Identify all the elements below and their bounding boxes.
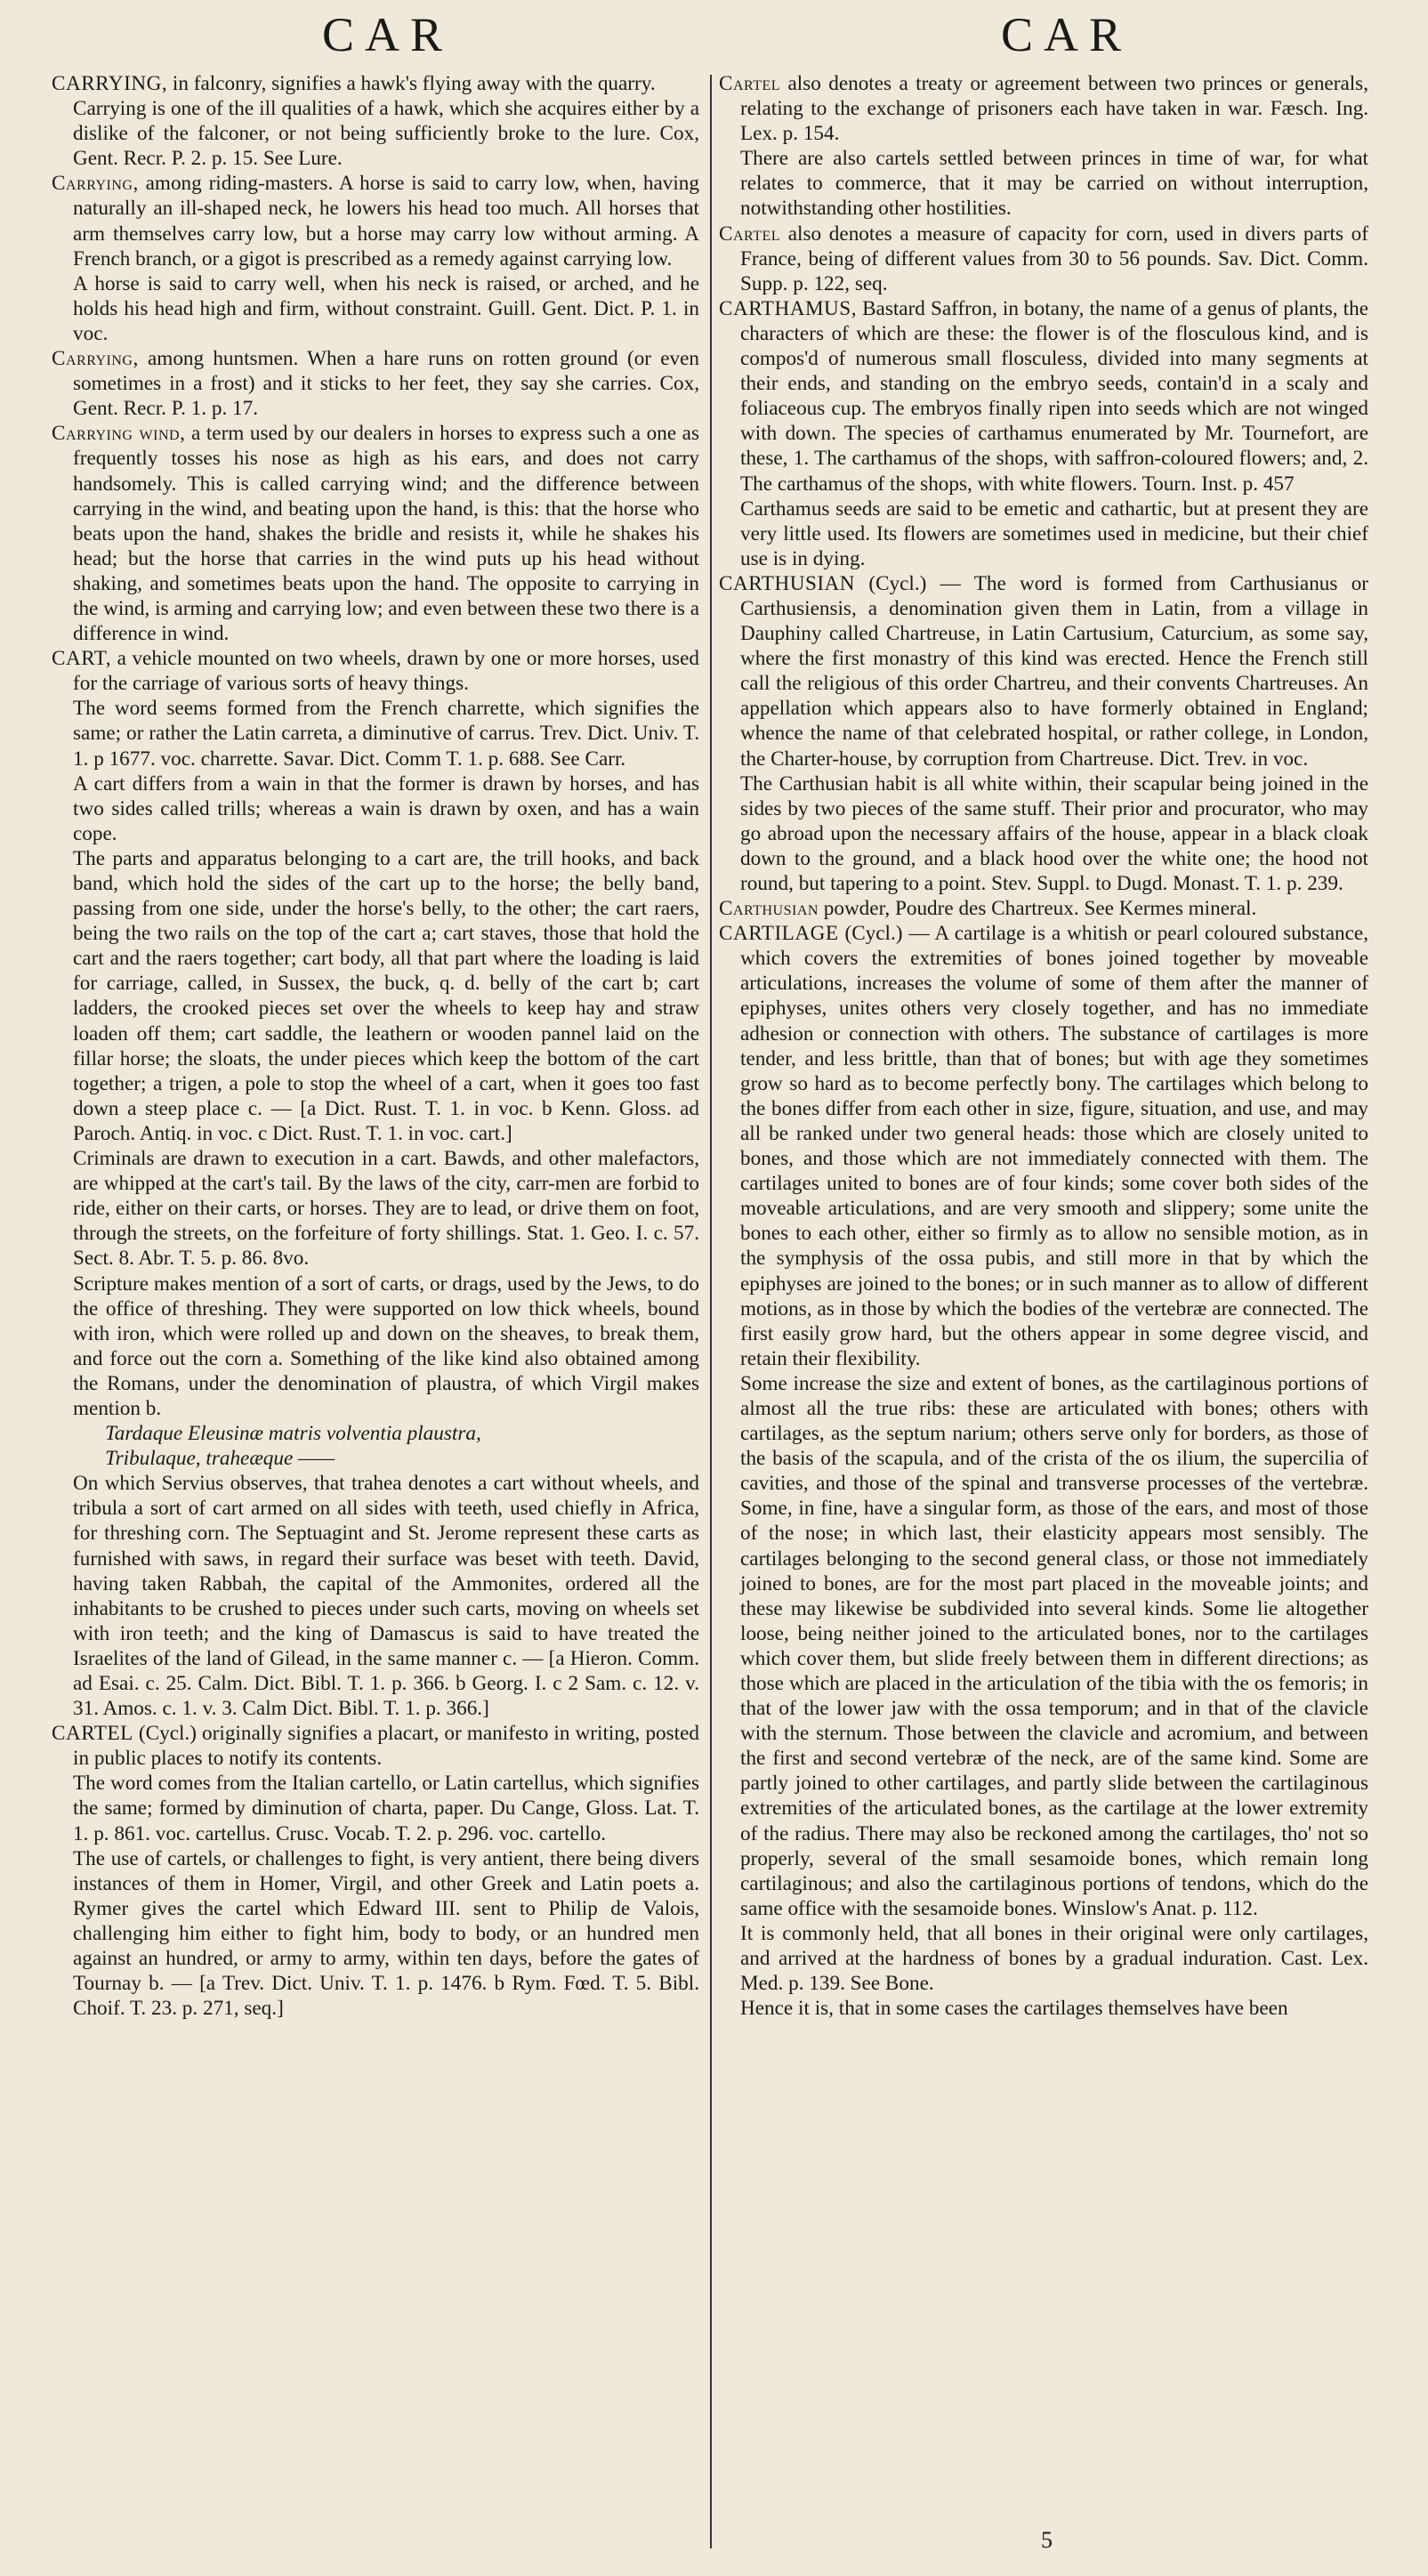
entry-headword: CARTHUSIAN — [719, 571, 856, 595]
entry-headword: CARTEL — [52, 1722, 133, 1746]
entry-text: The use of cartels, or challenges to fight, is very antient, there being divers instances of them in Homer, Virgil, and other Greek and Latin poets a. Rymer gives the cartel which Edward III. sent to Philip de Valois, challenging him either to fight him, body to body, or an hundred men against an hundred, or army to army, within ten days, before the gates of Tournay b. — [a Trev. Dict. Univ. T. 1. p. 1476. b Rym. Fœd. T. 5. Bibl. Choif. T. 23. p. 271, seq.] — [73, 1846, 699, 2021]
entry-first-paragraph — [719, 896, 1368, 921]
entry-text: powder, Poudre des Chartreux. See Kermes mineral. — [823, 897, 1257, 921]
entry-text: A cart differs from a wain in that the former is drawn by horses, and has two sides called trills; whereas a wain is drawn by oxen, and has a wain cope. — [73, 771, 699, 845]
left-column — [52, 71, 699, 2545]
entry-paragraph — [52, 1272, 699, 1422]
dictionary-entry — [52, 421, 699, 646]
dictionary-entry — [719, 296, 1368, 571]
entry-headword: Carrying, — [52, 172, 139, 196]
dictionary-entry — [52, 1721, 699, 2021]
entry-headword: Carthusian — [719, 897, 819, 921]
entry-first-paragraph — [719, 921, 1368, 1371]
entry-headword: CARTILAGE — [719, 922, 839, 946]
entry-text: Hence it is, that in some cases the cartilages themselves have been — [740, 1997, 1288, 2021]
entry-paragraph — [719, 1371, 1368, 1921]
dictionary-entry — [719, 921, 1368, 2021]
entry-paragraph — [52, 1771, 699, 1845]
entry-first-paragraph — [719, 222, 1368, 296]
column-divider — [710, 75, 712, 2548]
entry-paragraph — [52, 846, 699, 1146]
verse-line: Tribulaque, traheæque —— — [105, 1447, 335, 1471]
entry-paragraph — [52, 696, 699, 771]
entry-paragraph — [719, 771, 1368, 896]
entry-text: The word seems formed from the French charrette, which signifies the same; or rather the Latin carreta, a diminutive of carrus. Trev. Dict. Univ. T. 1. p 1677. voc. charrette. Savar. Dict. Comm T. 1. p. 688. See Carr. — [73, 697, 699, 771]
dictionary-entry — [52, 71, 699, 171]
entry-text: Carthamus seeds are said to be emetic and cathartic, but at present they are very little used. Its flowers are sometimes used in medicine, but their chief use is in dying. — [740, 497, 1368, 570]
dictionary-entry — [719, 571, 1368, 896]
entry-paragraph — [52, 271, 699, 346]
entry-text: Criminals are drawn to execution in a cart. Bawds, and other malefactors, are whipped at the cart's tail. By the laws of the city, carr-men are forbid to ride, either on their carts, or horses. They are to lead, or drive them on foot, through the streets, on the forfeiture of forty shillings. Stat. 1. Geo. I. c. 57. Sect. 8. Abr. T. 5. p. 86. 8vo. — [73, 1147, 699, 1271]
entry-headword: Cartel — [719, 72, 781, 95]
entry-text: Scripture makes mention of a sort of carts, or drags, used by the Jews, to do the office of threshing. They were supported on low thick wheels, bound with iron, which were rolled up and down on the sheaves, to break them, and force out the corn a. Something of the like kind also obtained among the Romans, under the denomination of plaustra, of which Virgil makes mention b. — [73, 1272, 699, 1420]
entry-text: (Cycl.) — A cartilage is a whitish or pearl coloured substance, which covers the extremities of bones joined together by moveable articulations, increases the volume of some of them after the manner of epiphyses, unites others very closely together, and has no immediate adhesion or connection with others. The substance of cartilages is more tender, and less brittle, than that of bones; but with age they sometimes grow so hard as to become perfectly bony. The cartilages which belong to the bones differ from each other in size, figure, situation, and use, and may all be ranked under two general heads: those which are closely united to bones, and those which are not immediately connected with them. The cartilages united to bones are of four kinds; some cover both sides of the moveable articulations, and are very smooth and slippery; some unite the bones to each other, either so firmly as to allow no sensible motion, as in the symphysis of the ossa pubis, and still more in that by which the epiphyses are joined to the bones; or in such manner as to allow of different motions, as in those by which the bodies of the vertebræ are connected. The first easily grow hard, but the others appear in some degree viscid, and retain their flexibility. — [740, 922, 1368, 1370]
entry-first-paragraph — [52, 646, 699, 696]
entry-paragraph — [52, 1146, 699, 1271]
entry-text: The Carthusian habit is all white within, their scapular being joined in the sides by two pieces of the same stuff. Their prior and procurator, who may go abroad upon the necessary affairs of the house, appear in a black cloak down to the ground, and a black hood over the white one; the hood not round, but tapering to a point. Stev. Suppl. to Dugd. Monast. T. 1. p. 239. — [740, 771, 1368, 895]
entry-headword: Carrying, — [52, 347, 139, 371]
entry-text: It is commonly held, that all bones in their original were only cartilages, and arrived at the hardness of bones by a gradual induration. Cast. Lex. Med. p. 139. See Bone. — [740, 1921, 1368, 1996]
entry-text: a vehicle mounted on two wheels, drawn by one or more horses, used for the carriage of various sorts of heavy things. — [73, 647, 699, 696]
entry-text: (Cycl.) — The word is formed from Carthusianus or Carthusiensis, a denomination given them in Latin, from a village in Dauphiny called Chartreuse, in Latin Cartusium, Caturcium, as some say, where the first monastry of this kind was erected. Hence the French still call the religious of this order Chartreu, and their convents Chartreuses. An appellation which appears also to have formerly obtained in England; whence the name of that celebrated hospital, or rather college, in London, the Charter-house, by corruption from Chartreuse. Dict. Trev. in voc. — [740, 571, 1368, 771]
entry-text: among huntsmen. When a hare runs on rotten ground (or even sometimes in a frost) and it sticks to her feet, they say she carries. Cox, Gent. Recr. P. 1. p. 17. — [73, 347, 699, 421]
dictionary-entry — [719, 222, 1368, 296]
entry-text: (Cycl.) originally signifies a placart, or manifesto in writing, posted in public places to notify its contents. — [73, 1722, 699, 1771]
entry-first-paragraph — [719, 296, 1368, 497]
entry-paragraph — [52, 1471, 699, 1721]
entry-text: also denotes a measure of capacity for corn, used in divers parts of France, being of different values from 30 to 56 pounds. Sav. Dict. Comm. Supp. p. 122, seq. — [740, 222, 1368, 295]
entry-headword: Cartel — [719, 222, 781, 246]
entry-paragraph — [719, 1996, 1368, 2021]
entry-paragraph — [719, 146, 1368, 221]
entry-text: On which Servius observes, that trahea denotes a cart without wheels, and tribula a sort of cart armed on all sides with teeth, used chiefly in Africa, for threshing corn. The Septuagint and St. Jerome represent these carts as furnished with saws, in regard their surface was beset with teeth. David, having taken Rabbah, the capital of the Ammonites, ordered all the inhabitants to be crushed to pieces under such carts, moving on wheels set with iron teeth; and the king of Damascus is said to have treated the Israelites of the land of Gilead, in the same manner c. — [a Hieron. Comm. ad Esai. c. 25. Calm. Dict. Bibl. T. 1. p. 366. b Georg. I. c 2 Sam. c. 12. v. 31. Amos. c. 1. v. 3. Calm Dict. Bibl. T. 1. p. 366.] — [73, 1472, 699, 1721]
entry-paragraph — [719, 497, 1368, 571]
entry-paragraph — [52, 771, 699, 846]
entry-text: Bastard Saffron, in botany, the name of a genus of plants, the characters of which are these: the flower is of the flosculous kind, and is compos'd of numerous small flosculess, divided into many segments at their ends, and standing on the embryo seeds, contain'd in a scaly and foliaceous cup. The embryos finally ripen into seeds which are not winged with down. The species of carthamus enumerated by Mr. Tournefort, are these, 1. The carthamus of the shops, with saffron-coloured flowers; and, 2. The carthamus of the shops, with white flowers. Tourn. Inst. p. 457 — [740, 296, 1368, 496]
entry-first-paragraph — [719, 571, 1368, 771]
entry-text: The parts and apparatus belonging to a cart are, the trill hooks, and back band, which hold the sides of the cart up to the horse; the belly band, passing from one side, under the horse's belly, to the other; the cart raers, being the two rails on the top of the cart a; cart staves, those that hold the cart and the raers together; cart body, all that part where the loading is laid for carriage, called, in Sussex, the buck, q. d. belly of the cart b; cart ladders, the crooked pieces set over the wheels to keep hay and straw loaden off them; cart saddle, the leathern or wooden pannel laid on the fillar horse; the sloats, the under pieces which keep the bottom of the cart together; a trigen, a pole to stop the wheel of a cart, when it goes too fast down a steep place c. — [a Dict. Rust. T. 1. in voc. b Kenn. Gloss. ad Paroch. Antiq. in voc. c Dict. Rust. T. 1. in voc. cart.] — [73, 846, 699, 1145]
entry-text: The word comes from the Italian cartello, or Latin cartellus, which signifies the same; formed by diminution of charta, paper. Du Cange, Gloss. Lat. T. 1. p. 861. voc. cartellus. Crusc. Vocab. T. 2. p. 296. voc. cartello. — [73, 1772, 699, 1845]
dictionary-entry — [52, 171, 699, 346]
entry-first-paragraph — [719, 71, 1368, 146]
verse-line: Tardaque Eleusinæ matris volventia plaustra, — [105, 1422, 481, 1446]
entry-text: Some increase the size and extent of bones, as the cartilaginous portions of almost all the true ribs: these are articulated with bones; others with cartilages, as the septum narium; others serve only for borders, as those of the basis of the scapula, and of the crista of the os ilium, the supercilia of cavities, and those of the spinal and transverse processes of the vertebræ. Some, in fine, have a singular form, as those of the ears, and most of those of the nose; in which last, their elasticity appears most sensibly. The cartilages belonging to the second general class, or those not immediately joined to bones, are for the most part placed in the moveable joints; and these may likewise be subdivided into several kinds. Some lie altogether loose, being neither joined to the articulated bones, nor to the cartilages which cover them, but slide freely between them in different directions; as those which are placed in the articulation of the tibia with the os femoris; in that of the lower jaw with the ossa temporum; and in that of the clavicle with the sternum. Those between the clavicle and acromium, and between the first and second vertebræ of the neck, are of the same kind. Some are partly joined to other cartilages, and partly slide between the cartilaginous extremities of the articulated bones, as the cartilage at the lower extremity of the radius. There may also be reckoned among the cartilages, tho' not so properly, several of the small sesamoide bones, which remain long cartilaginous; and also the cartilaginous portions of tendons, which do the same office with the sesamoide bones. Winslow's Anat. p. 112. — [740, 1371, 1368, 1920]
entry-headword: Carrying wind, — [52, 422, 186, 446]
entry-text: a term used by our dealers in horses to express such a one as frequently tosses his nose as high as his ears, and does not carry handsomely. This is called carrying wind; and the difference between carrying in the wind, and beating upon the hand, is this: that the horse who beats upon the hand, shakes the bridle and resists it, while he shakes his head; but the horse that carries in the wind puts up his head without shaking, and sometimes beats upon the hand. The opposite to carrying in the wind, is arming and carrying low; and even between these two there is a difference in wind. — [73, 422, 699, 646]
entry-first-paragraph — [52, 171, 699, 271]
entry-first-paragraph — [52, 1721, 699, 1771]
entry-headword: CARRYING, — [52, 72, 168, 95]
running-head-left: CAR — [322, 8, 454, 61]
entry-text: among riding-masters. A horse is said to carry low, when, having naturally an ill-shaped neck, he lowers his head too much. All horses that arm themselves carry low, but a horse may carry low without arming. A French branch, or a gigot is prescribed as a remedy against carrying low. — [73, 172, 699, 271]
entry-first-paragraph — [52, 421, 699, 646]
page-number: 5 — [1041, 2527, 1053, 2553]
entry-paragraph — [719, 1921, 1368, 1996]
dictionary-entry — [52, 646, 699, 1721]
entry-paragraph — [52, 1846, 699, 2022]
dictionary-entry — [52, 346, 699, 421]
dictionary-entry — [719, 71, 1368, 222]
entry-text: There are also cartels settled between princes in time of war, for what relates to commerce, that it may be carried on without interruption, notwithstanding other hostilities. — [740, 147, 1368, 221]
entry-text: also denotes a treaty or agreement between two princes or generals, relating to the exchange of prisoners each have taken in war. Fæsch. Ing. Lex. p. 154. — [740, 72, 1368, 146]
entry-text: in falconry, signifies a hawk's flying away with the quarry. — [172, 72, 656, 95]
running-head-right: CAR — [1001, 8, 1133, 61]
running-header — [0, 4, 1428, 66]
entry-first-paragraph — [52, 346, 699, 421]
entry-text: A horse is said to carry well, when his neck is raised, or arched, and he holds his head high and firm, without constraint. Guill. Gent. Dict. P. 1. in voc. — [73, 271, 699, 345]
entry-headword: CART, — [52, 647, 112, 671]
entry-headword: CARTHAMUS, — [719, 296, 857, 320]
entry-first-paragraph — [52, 71, 699, 96]
right-column — [719, 71, 1368, 2545]
entry-text: Carrying is one of the ill qualities of a hawk, which she acquires either by a dislike of the falconer, or not being sufficiently broke to the lure. Cox, Gent. Recr. P. 2. p. 15. See Lure. — [73, 97, 699, 171]
dictionary-entry — [719, 896, 1368, 921]
entry-paragraph — [52, 96, 699, 171]
